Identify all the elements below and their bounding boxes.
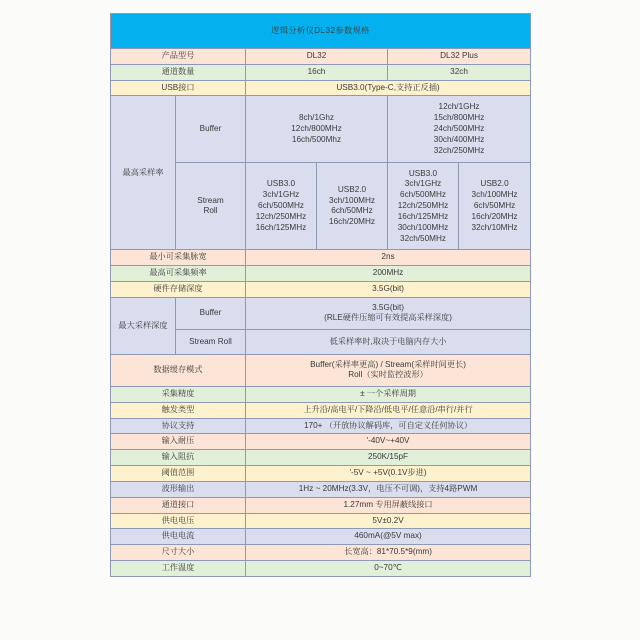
table-row-max-capture-freq [111,266,531,282]
sublabel-depth-stream-roll: Stream Roll [176,329,246,354]
table-row-input-withstand-voltage [111,434,531,450]
sublabel-stream-roll: Stream Roll [176,163,246,250]
table-row-threshold-range [111,466,531,482]
table-row-model [111,49,531,65]
row-label-trigger-type: 触发类型 [111,402,246,418]
cell-stream-dl32-usb2: USB2.0 3ch/100MHz 6ch/50MHz 16ch/20MHz [317,163,388,250]
cell-threshold-range-value: '-5V ~ +5V(0.1V步进) [246,466,531,482]
sublabel-depth-buffer: Buffer [176,297,246,329]
row-label-model: 产品型号 [111,49,246,65]
table-row-trigger-type [111,402,531,418]
cell-supply-current-value: 460mA(@5V max) [246,529,531,545]
table-row-usb [111,80,531,96]
cell-operating-temperature-value: 0~70℃ [246,561,531,577]
row-label-supply-voltage: 供电电压 [111,513,246,529]
specification-table [110,13,531,577]
cell-hw-storage-depth-value: 3.5G(bit) [246,282,531,298]
table-row-waveform-output [111,481,531,497]
table-title-row [111,14,531,49]
table-row-operating-temperature [111,561,531,577]
cell-supply-voltage-value: 5V±0.2V [246,513,531,529]
table-row-channels [111,64,531,80]
table-row-protocol-support [111,418,531,434]
page-title: 逻辑分析仪DL32参数规格 [111,14,531,49]
table-row-max-sample-rate-buffer [111,96,531,163]
table-row-capture-accuracy [111,386,531,402]
cell-stream-dl32-usb3: USB3.0 3ch/1GHz 6ch/500MHz 12ch/250MHz 16ch/125MHz [246,163,317,250]
cell-max-capture-freq-value: 200MHz [246,266,531,282]
cell-stream-dl32plus-usb3: USB3.0 3ch/1GHz 6ch/500MHz 12ch/250MHz 16ch/125MHz 30ch/100MHz 32ch/50MHz [388,163,459,250]
sublabel-buffer: Buffer [176,96,246,163]
row-label-max-sample-rate: 最高采样率 [111,96,176,250]
cell-max-sample-depth-stream-value: 低采样率时,取决于电脑内存大小 [246,329,531,354]
row-label-waveform-output: 波形输出 [111,481,246,497]
cell-waveform-output-value: 1Hz ~ 20MHz(3.3V，电压不可调)，支持4路PWM [246,481,531,497]
row-label-max-sample-depth: 最大采样深度 [111,297,176,354]
cell-buffer-rate-dl32plus: 12ch/1GHz 15ch/800MHz 24ch/500MHz 30ch/400MHz 32ch/250MHz [388,96,531,163]
row-label-channels: 通道数量 [111,64,246,80]
row-label-data-cache-mode: 数据缓存模式 [111,354,246,386]
cell-protocol-support-value: 170+ （开放协议解码库，可自定义任何协议） [246,418,531,434]
row-label-channel-interface: 通道接口 [111,497,246,513]
table-row-min-pulse-width [111,250,531,266]
table-row-dimensions [111,545,531,561]
row-label-operating-temperature: 工作温度 [111,561,246,577]
cell-channels-dl32plus: 32ch [388,64,531,80]
row-label-min-pulse-width: 最小可采集脉宽 [111,250,246,266]
row-label-input-withstand-voltage: 输入耐压 [111,434,246,450]
table-row-supply-voltage [111,513,531,529]
cell-input-withstand-voltage-value: '-40V~+40V [246,434,531,450]
table-row-supply-current [111,529,531,545]
row-label-usb: USB接口 [111,80,246,96]
row-label-threshold-range: 阈值范围 [111,466,246,482]
cell-buffer-rate-dl32: 8ch/1Ghz 12ch/800MHz 16ch/500Mhz [246,96,388,163]
cell-model-dl32plus: DL32 Plus [388,49,531,65]
cell-channel-interface-value: 1.27mm 专用屏蔽线接口 [246,497,531,513]
row-label-hw-storage-depth: 硬件存储深度 [111,282,246,298]
table-row-max-sample-depth-buffer [111,297,531,329]
table-row-data-cache-mode [111,354,531,386]
table-row-input-impedance [111,450,531,466]
table-row-channel-interface [111,497,531,513]
table-row-hw-storage-depth [111,282,531,298]
cell-max-sample-depth-buffer-value: 3.5G(bit) (RLE硬件压缩可有效提高采样深度) [246,297,531,329]
row-label-max-capture-freq: 最高可采集频率 [111,266,246,282]
cell-model-dl32: DL32 [246,49,388,65]
cell-stream-dl32plus-usb2: USB2.0 3ch/100MHz 6ch/50MHz 16ch/20MHz 32ch/10MHz [459,163,531,250]
cell-min-pulse-width-value: 2ns [246,250,531,266]
cell-data-cache-mode-value: Buffer(采样率更高) / Stream(采样时间更长) Roll（实时监控波形） [246,354,531,386]
cell-channels-dl32: 16ch [246,64,388,80]
row-label-dimensions: 尺寸大小 [111,545,246,561]
row-label-supply-current: 供电电流 [111,529,246,545]
cell-capture-accuracy-value: ± 一个采样周期 [246,386,531,402]
row-label-input-impedance: 输入阻抗 [111,450,246,466]
cell-trigger-type-value: 上升沿/高电平/下降沿/低电平/任意沿/串行/并行 [246,402,531,418]
row-label-capture-accuracy: 采集精度 [111,386,246,402]
row-label-protocol-support: 协议支持 [111,418,246,434]
cell-input-impedance-value: 250K/15pF [246,450,531,466]
cell-usb-value: USB3.0(Type-C,支持正反插) [246,80,531,96]
cell-dimensions-value: 长宽高：81*70.5*9(mm) [246,545,531,561]
